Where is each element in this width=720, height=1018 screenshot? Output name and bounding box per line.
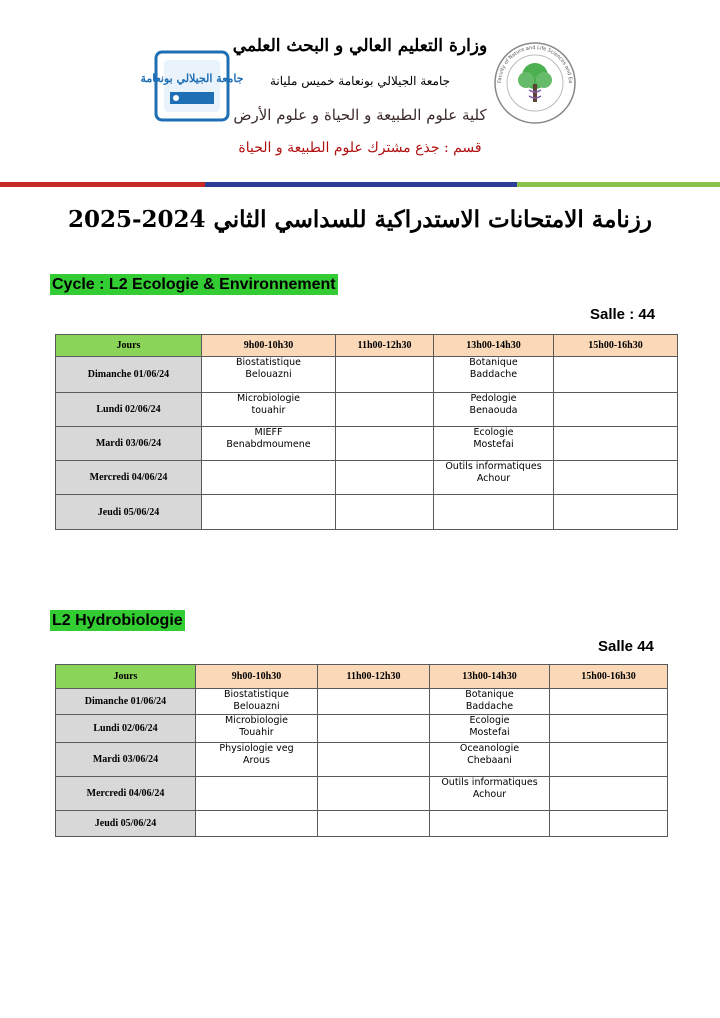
stripe-red [0,182,205,187]
table-header-row [56,665,668,689]
logo-right-text: Faculty of Nature and Life Sciences and Ea [496,44,574,84]
exam-cell [434,495,554,530]
schedule-table-ecologie [55,334,678,530]
exam-cell [196,743,318,777]
exam-cell [550,689,668,715]
exam-cell [196,689,318,715]
exam-cell [430,743,550,777]
exam-cell [430,715,550,743]
exam-cell [554,393,678,427]
exam-cell [550,811,668,837]
day-cell: Mardi 03/06/24 [56,427,202,461]
column-header: Jours [56,335,202,357]
day-cell: Lundi 02/06/24 [56,715,196,743]
stripe-green [517,182,720,187]
department-name: قسم : جذع مشترك علوم الطبيعة و الحياة [238,140,482,156]
subject: Physiologie veg [219,743,294,754]
exam-cell [554,461,678,495]
subject: Microbiologie [224,715,289,726]
subject: MIEFF [254,427,283,438]
day-cell: Dimanche 01/06/24 [56,689,196,715]
ministry-title: وزارة التعليم العالي و البحث العلمي [232,36,488,56]
table-row [56,777,668,811]
table-row [56,357,678,393]
column-header: 15h00-16h30 [550,665,668,689]
exam-cell [196,715,318,743]
subject: Outils informatiques [445,461,542,472]
day-cell: Mercredi 04/06/24 [56,461,202,495]
section-label-l2-ecologie: Cycle : L2 Ecologie & Environnement [52,276,336,293]
subject: Pedologie [470,393,517,404]
exam-cell [196,811,318,837]
exam-cell [336,427,434,461]
exam-cell [550,777,668,811]
column-header: 9h00-10h30 [196,665,318,689]
exam-cell [336,495,434,530]
professor: Baddache [465,701,514,712]
subject: Biostatistique [223,689,290,700]
exam-cell [434,461,554,495]
exam-cell [430,689,550,715]
exam-cell [318,715,430,743]
table-row [56,427,678,461]
subject: Ecologie [473,427,514,438]
table-row [56,461,678,495]
column-header: Jours [56,665,196,689]
logo-left-text: جامعة الجيلالي بونعامة [140,72,244,85]
professor: Achour [472,789,507,800]
exam-cell [202,357,336,393]
professor: Chebaani [467,755,512,766]
faculty-name: كلية علوم الطبيعة و الحياة و علوم الأرض [233,106,487,124]
subject: Outils informatiques [441,777,538,788]
professor: Mostefai [473,439,514,450]
faculty-logo [492,40,578,126]
column-header: 13h00-14h30 [430,665,550,689]
day-cell: Jeudi 05/06/24 [56,495,202,530]
salle-label: Salle : 44 [590,306,656,323]
professor: Arous [243,755,270,766]
professor: Touahir [239,727,274,738]
column-header: 9h00-10h30 [202,335,336,357]
exam-cell [318,777,430,811]
table-row [56,689,668,715]
professor: touahir [251,405,286,416]
exam-cell [336,461,434,495]
stripe-blue [205,182,517,187]
day-cell: Jeudi 05/06/24 [56,811,196,837]
exam-cell [430,811,550,837]
subject: Botanique [465,689,514,700]
table-row [56,743,668,777]
subject: Biostatistique [235,357,302,368]
exam-cell [554,427,678,461]
exam-cell [550,715,668,743]
table-row [56,495,678,530]
day-cell: Lundi 02/06/24 [56,393,202,427]
salle-label: Salle 44 [598,638,654,655]
exam-cell [196,777,318,811]
professor: Achour [476,473,511,484]
exam-cell [202,495,336,530]
university-logo [140,48,244,124]
exam-cell [430,777,550,811]
section-label-l2-hydrobiologie: L2 Hydrobiologie [52,612,183,629]
column-header: 15h00-16h30 [554,335,678,357]
professor: Benabdmoumene [226,439,311,450]
professor: Belouazni [245,369,292,380]
column-header: 11h00-12h30 [336,335,434,357]
table-row [56,393,678,427]
table-row [56,715,668,743]
day-cell: Dimanche 01/06/24 [56,357,202,393]
exam-cell [336,393,434,427]
subject: Botanique [469,357,518,368]
exam-cell [318,811,430,837]
exam-cell [202,427,336,461]
day-cell: Mardi 03/06/24 [56,743,196,777]
exam-cell [202,461,336,495]
exam-cell [318,689,430,715]
professor: Baddache [469,369,518,380]
subject: Ecologie [469,715,510,726]
university-name: جامعة الجيلالي بونعامة خميس مليانة [269,74,451,88]
exam-cell [434,393,554,427]
exam-cell [554,357,678,393]
page-title: رزنامة الامتحانات الاستدراكية للسداسي الثاني 2024-2025 [67,206,653,233]
schedule-table-hydrobiologie [55,664,668,837]
exam-cell [202,393,336,427]
professor: Benaouda [469,405,518,416]
column-header: 13h00-14h30 [434,335,554,357]
table-header-row [56,335,678,357]
exam-cell [318,743,430,777]
exam-cell [554,495,678,530]
subject: Oceanologie [459,743,520,754]
exam-cell [336,357,434,393]
table-row [56,811,668,837]
column-header: 11h00-12h30 [318,665,430,689]
exam-cell [434,357,554,393]
exam-cell [434,427,554,461]
subject: Microbiologie [236,393,301,404]
day-cell: Mercredi 04/06/24 [56,777,196,811]
professor: Mostefai [469,727,510,738]
exam-cell [550,743,668,777]
professor: Belouazni [233,701,280,712]
